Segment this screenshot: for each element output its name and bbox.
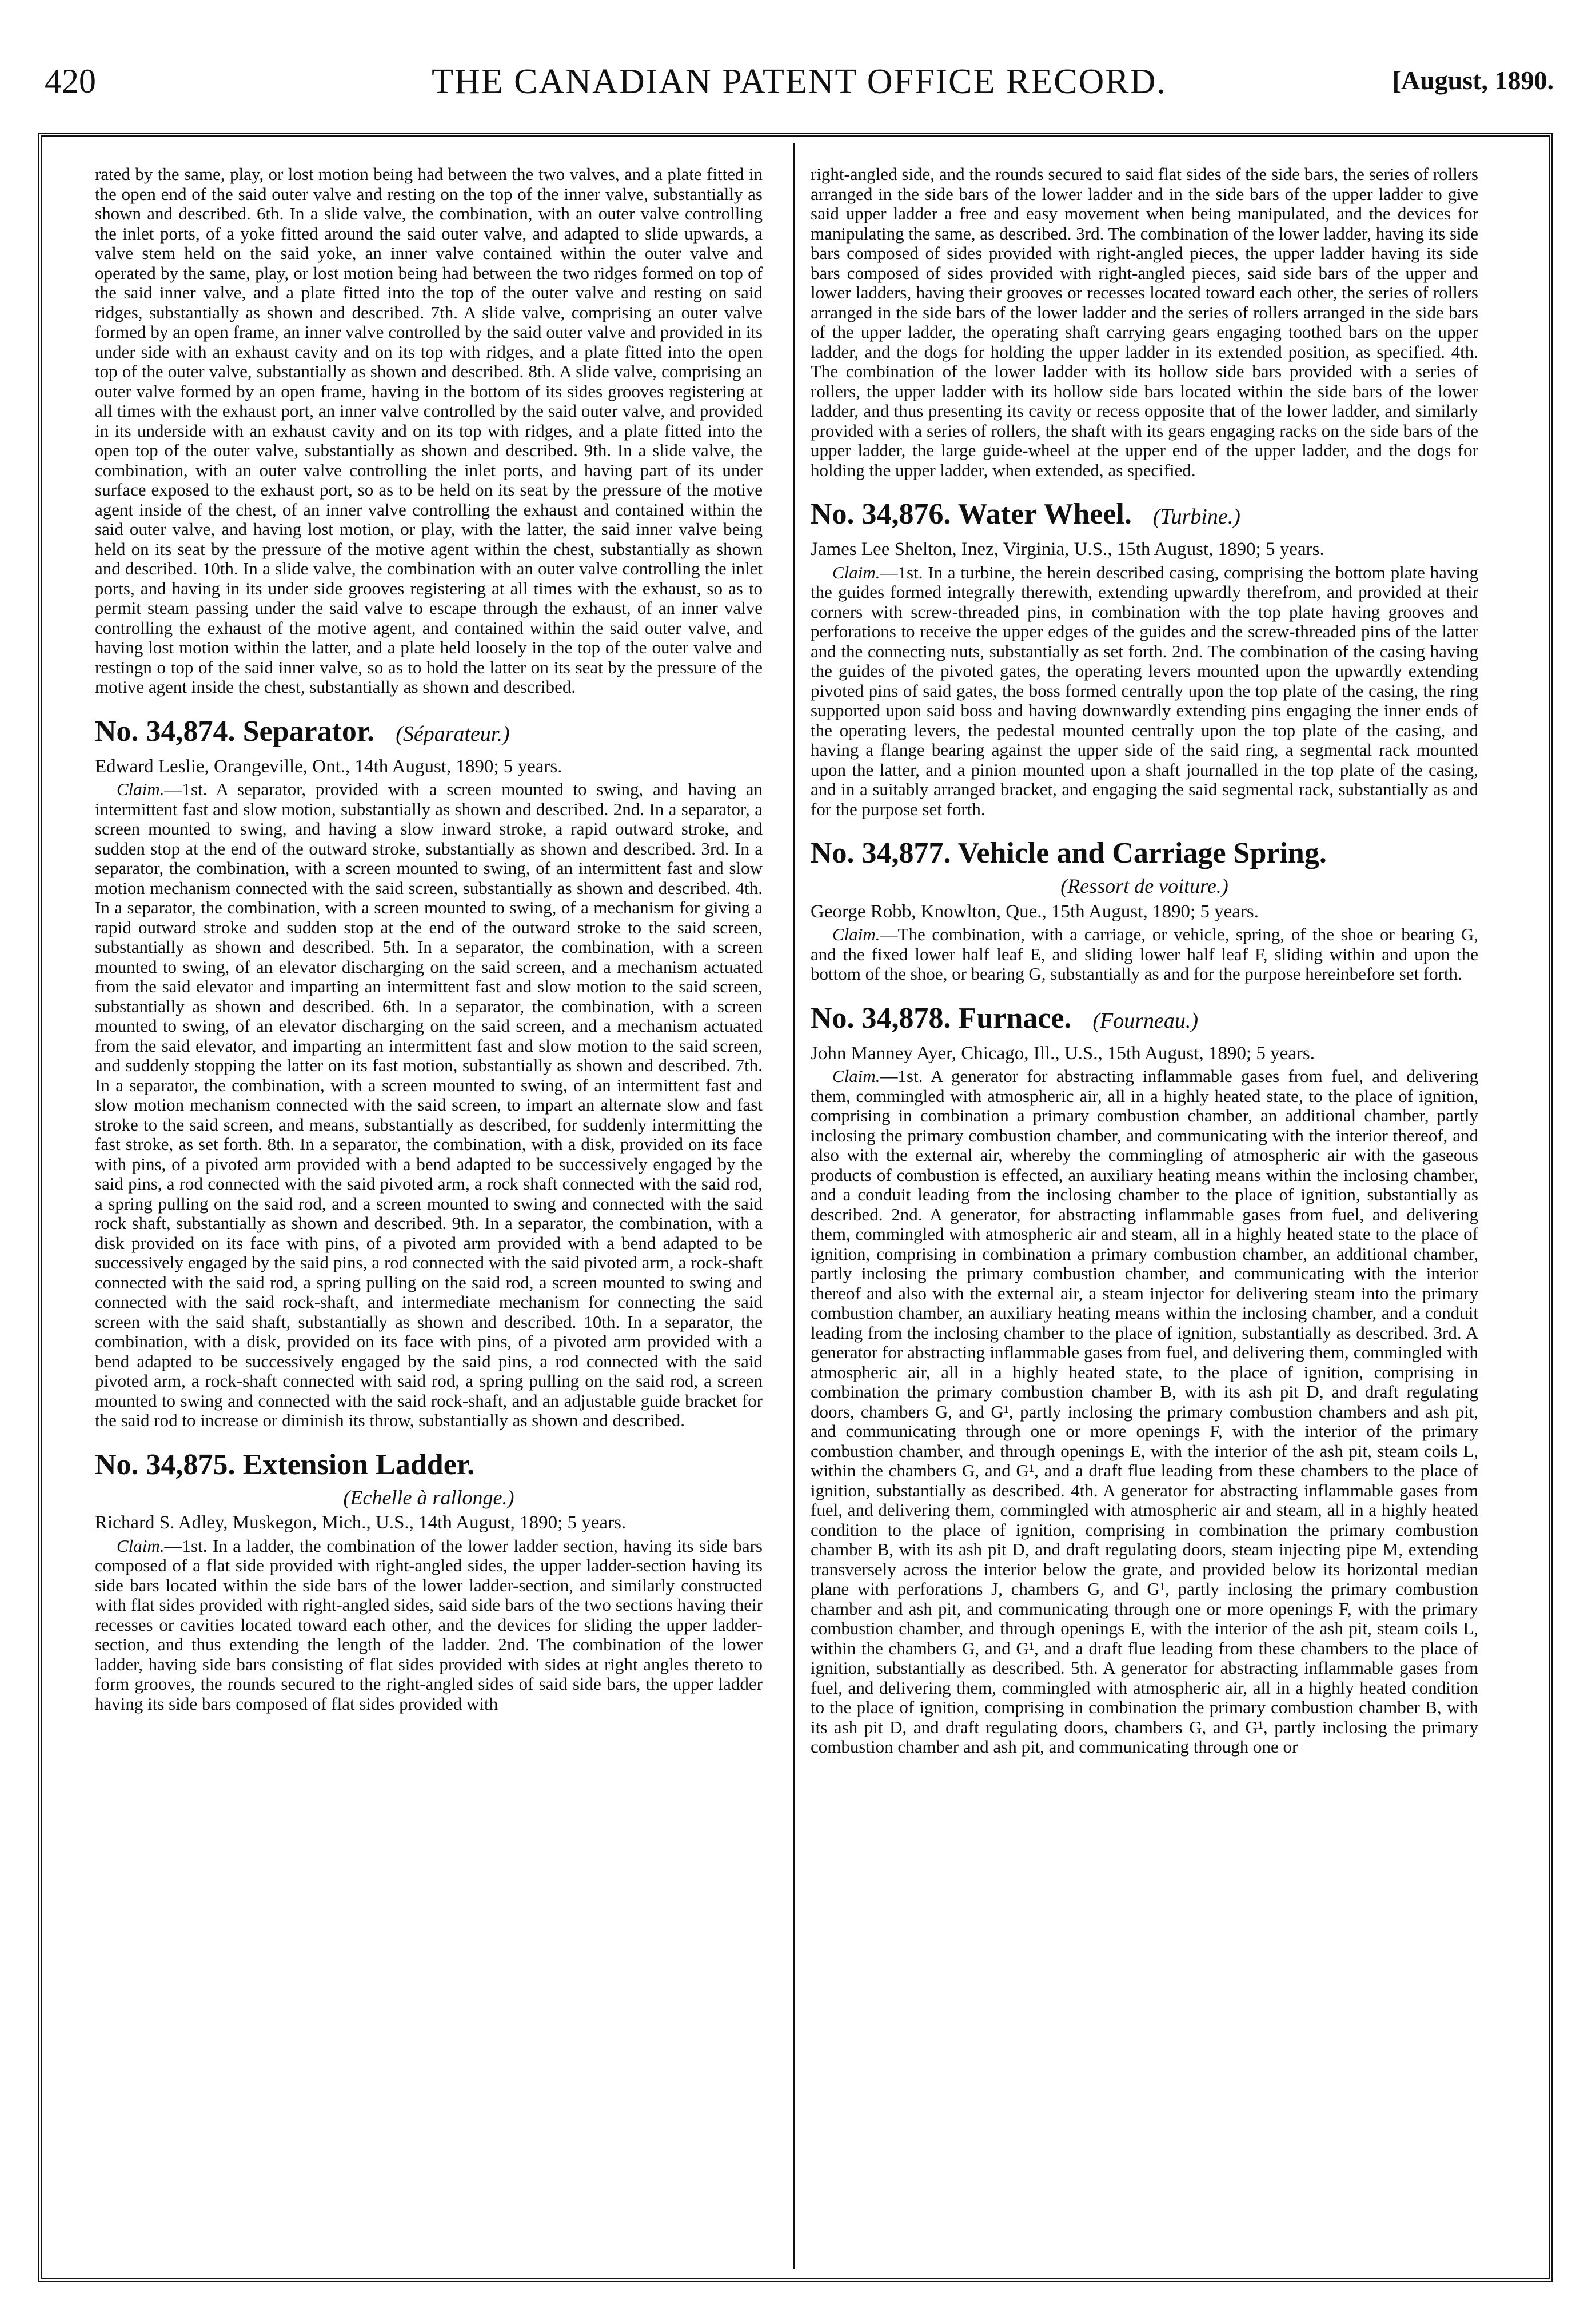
entry-heading [811, 1001, 1478, 1038]
claim-text [95, 780, 763, 1431]
entry-heading [95, 1448, 763, 1482]
patent-entry-34878 [811, 1001, 1478, 1757]
page-header [45, 57, 1554, 120]
claim-label: Claim. [832, 1066, 880, 1086]
patent-entry-34876 [811, 497, 1478, 819]
inventor-line: John Manney Ayer, Chicago, Ill., U.S., 15th August, 1890; 5 years. [811, 1043, 1315, 1064]
patent-title: Extension Ladder. [242, 1448, 475, 1481]
french-title: (Echelle à rallonge.) [343, 1486, 514, 1509]
patent-title: Furnace. [958, 1001, 1072, 1035]
page-number: 420 [45, 62, 96, 100]
continued-claims-text: right-angled side, and the rounds secured to said flat sides of the side bars, the series of rollers arranged in the side bars of the lower ladder and in the side bars of the upper ladder to give said upper ladder a free and easy movement when being manipulated, and the devices for manipulating the same, as described. 3rd. The combination of the lower ladder, having its side bars composed of sides provided with right-angled pieces, the upper ladder having its side bars composed of sides provided with right-angled pieces, said side bars of the upper and lower ladders, having their grooves or recesses located toward each other, the series of rollers arranged in the side bars of the lower ladder and the series of rollers arranged in the side bars of the upper ladder, the operating shaft carrying gears engaging toothed bars on the upper ladder, and the dogs for holding the upper ladder in its extended position, as specified. 4th. The combination of the lower ladder with its hollow side bars provided with a series of rollers, the upper ladder with its hollow side bars located within the side bars of the lower ladder, and thus presenting its cavity or recess opposite that of the lower ladder, and similarly provided with a series of rollers, the shaft with its gears engaging racks on the side bars of the upper ladder, the large guide-wheel at the upper end of the upper ladder, and the dogs for holding the upper ladder, when extended, as specified. [811, 164, 1478, 480]
claim-body: —1st. A generator for abstracting inflammable gases from fuel, and delivering them, commingled with atmospheric air, all in a highly heated state, to the place of ignition, comprising in combination a primary combustion chamber, an additional chamber, partly inclosing the primary combustion chamber, and communicating with the interior thereof, and also with the external air, whereby the commingling of atmospheric air with the gaseous products of combustion is effected, an auxiliary heating means within the inclosing chamber, and a conduit leading from the inclosing chamber to the place of ignition, substantially as described. 2nd. A generator, for abstracting inflammable gases from fuel, and delivering them, commingled with atmospheric air and steam, all in a highly heated state to the place of ignition, comprising in combination a primary combustion chamber, an additional chamber, partly inclosing the primary combustion chamber, and communicating with the interior thereof and also with the external air, a steam injector for delivering steam into the primary combustion chamber, an auxiliary heating means within the inclosing chamber, and a conduit leading from the inclosing chamber to the place of ignition, substantially as described. 3rd. A generator for abstracting inflammable gases from fuel, and delivering them, commingled with atmospheric air, all in a highly heated state, to the place of ignition, comprising in combination the primary combustion chamber B, with its ash pit D, and draft regulating doors, chambers G, and G¹, partly inclosing the primary combustion chambers and ash pit, and communicating through one or more openings F, with the interior of the primary combustion chamber, and through openings E, with the interior of the ash pit, steam coils L, within the chambers G, and G¹, and a draft flue leading from these chambers to the place of ignition, substantially as described. 4th. A generator for abstracting inflammable gases from fuel, and delivering them, commingled with atmospheric air and steam, all in a highly heated condition to the place of ignition, comprising in combination the primary combustion chamber B, with its ash pit D, and draft regulating doors, steam injecting pipe M, extending transversely across the interior below the grate, and provided below its horizontal median plane with perforations J, chambers G, and G¹, partly inclosing the primary combustion chamber and ash pit, and communicating through one or more openings F, with the primary combustion chamber, and through openings E, with the interior of the ash pit, steam coils L, within the chambers G, and G¹, and a draft flue leading from these chambers to the place of ignition, substantially as described. 5th. A generator for abstracting inflammable gases from fuel, and delivering them, commingled with atmospheric air, all in a highly heated condition to the place of ignition, comprising in combination the primary combustion chamber B, with its ash pit D, and draft regulating doors, chambers G, and G¹, partly inclosing the primary combustion chamber and ash pit, and communicating through one or [811, 1066, 1478, 1757]
issue-date: [August, 1890. [1392, 66, 1554, 95]
claim-body: —1st. In a ladder, the combination of the lower ladder section, having its side bars composed of a flat side provided with right-angled sides, the upper ladder-section having its side bars located within the side bars of the lower ladder-section, and similarly constructed with flat sides provided with right-angled sides, said side bars of the two sections having their recesses or cavities located toward each other, and the devices for sliding the upper ladder-section, and thus extending the length of the ladder. 2nd. The combination of the lower ladder, having side bars consisting of flat sides provided with sides at right angles thereto to form grooves, the rounds secured to the right-angled sides of said side bars, the upper ladder having its side bars composed of flat sides provided with [95, 1535, 763, 1714]
right-column [811, 165, 1478, 1761]
publication-title: THE CANADIAN PATENT OFFICE RECORD. [432, 62, 1167, 101]
french-title: (Ressort de voiture.) [1060, 875, 1228, 897]
entry-heading [811, 836, 1478, 871]
claim-label: Claim. [117, 1535, 165, 1556]
patent-entry-34875 [95, 1448, 763, 1714]
claim-label: Claim. [832, 924, 880, 944]
french-title: (Turbine.) [1152, 505, 1240, 529]
column-divider [793, 143, 795, 2269]
claim-text [95, 1536, 763, 1714]
continued-claims-text: rated by the same, play, or lost motion being had between the two valves, and a plate fitted in the open end of the said outer valve and resting on the top of the inner valve, substantially as shown and described. 6th. In a slide valve, the combination, with an outer valve controlling the inlet ports, of a yoke fitted around the said outer valve, and adapted to slide upwards, a valve stem held on the said yoke, an inner valve contained within the outer valve and operated by the same, play, or lost motion being had between the two ridges formed on top of the said inner valve, and a plate fitted into the top of the outer valve and resting on said ridges, substantially as shown and described. 7th. A slide valve, comprising an outer valve formed by an open frame, an inner valve controlled by the said outer valve and provided in its under side with an exhaust cavity and on its top with ridges, and a plate fitted into the open top of the outer valve, substantially as shown and described. 8th. A slide valve, comprising an outer valve formed by an open frame, having in the bottom of its sides grooves registering at all times with the exhaust port, an inner valve controlled by the said outer valve, and provided in its underside with an exhaust cavity and on its top with ridges, and a plate fitted into the open top of the outer valve, substantially as shown and described. 9th. In a slide valve, the combination, with an outer valve controlling the inlet ports, and having part of its under surface exposed to the exhaust port, so as to be held on its seat by the pressure of the motive agent inside of the chest, of an inner valve controlling the exhaust and contained within the said outer valve, and having lost motion, or play, with the latter, the said inner valve being held on its seat by the pressure of the motive agent within the chest, substantially as shown and described. 10th. In a slide valve, the combination with an outer valve controlling the inlet ports, and having in its under side grooves registering at all times with the exhaust, so as to permit steam passing under the said valve to escape through the exhaust, of an inner valve controlling the exhaust of the motive agent, and contained within the said outer valve, and having lost motion within the latter, and a plate held loosely in the top of the outer valve and restingn o top of the said inner valve, so as to hold the latter on its seat by the pressure of the motive agent inside the chest, substantially as shown and described. [95, 164, 763, 697]
patent-title: Vehicle and Carriage Spring. [957, 837, 1327, 869]
claim-body: —1st. In a turbine, the herein described casing, comprising the bottom plate having the guides formed integrally therewith, extending upwardly therefrom, and provided at their corners with screw-threaded pins, in combination with the top plate having grooves and perforations to receive the upper edges of the guides and the screw-threaded pins of the latter and the connecting nuts, substantially as set forth. 2nd. The combination of the casing having the guides of the pivoted gates, the operating levers mounted upon the upwardly extending pivoted pins of said gates, the boss formed centrally upon the top plate of the casing, the ring supported upon said boss and having downwardly extending pins engaging the inner ends of the operating levers, the pedestal mounted centrally upon the top plate of the casing, and having a flange bearing against the upper side of the said ring, a segmental rack mounted upon the latter, and a pinion mounted upon a shaft journalled in the top plate of the casing, and in a suitably arranged bracket, and engaging the said segmental rack, substantially as and for the purpose set forth. [811, 562, 1478, 819]
claim-label: Claim. [117, 779, 165, 799]
patent-entry-34877 [811, 836, 1478, 984]
patent-number: No. 34,877. [811, 837, 951, 869]
patent-title: Water Wheel. [957, 498, 1132, 530]
french-title: (Séparateur.) [396, 721, 510, 746]
inventor-line: Richard S. Adley, Muskegon, Mich., U.S., 14th August, 1890; 5 years. [95, 1512, 627, 1533]
claim-text [811, 1067, 1478, 1757]
claim-body: —The combination, with a carriage, or vehicle, spring, of the shoe or bearing G, and the fixed lower half leaf E, and sliding lower half leaf F, sliding within and upon the bottom of the shoe, or bearing G, substantially as and for the purpose hereinbefore set forth. [811, 924, 1478, 984]
patent-entry-34874 [95, 715, 763, 1431]
claim-text [811, 925, 1478, 984]
patent-number: No. 34,876. [811, 498, 951, 530]
inventor-line: George Robb, Knowlton, Que., 15th August, 1890; 5 years. [811, 901, 1259, 922]
claim-label: Claim. [832, 562, 880, 582]
claim-body: —1st. A separator, provided with a screen mounted to swing, and having an intermittent fast and slow motion, substantially as shown and described. 2nd. In a separator, a screen mounted to swing, and having a slow inward stroke, a rapid outward stroke, and sudden stop at the end of the outward stroke, substantially as shown and described. 3rd. In a separator, the combination, with a screen mounted to swing, of an intermittent fast and slow motion mechanism connected with the said screen, substantially as shown and described. 4th. In a separator, the combination, with a screen mounted to swing, of a mechanism for giving a rapid outward stroke and sudden stop at the end of the outward stroke to the said screen, substantially as shown and described. 5th. In a separator, the combination, with a screen mounted to swing, of an elevator discharging on the said screen, and a mechanism actuated from the said elevator and imparting an intermittent fast and slow motion to the said screen, substantially as shown and described. 6th. In a separator, the combination, with a screen mounted to swing, of an elevator discharging on the said screen, and a mechanism actuated from the said elevator, and imparting an intermittent fast and slow motion to the said screen, and suddenly stopping the latter on its fast motion, substantially as shown and described. 7th. In a separator, the combination, with a screen mounted to swing, of an intermittent fast and slow motion mechanism connected with the said screen, to impart an alternate slow and fast stroke to the said screen, and means, substantially as described, for suddenly intermitting the fast stroke, as set forth. 8th. In a separator, the combination, with a disk, provided on its face with pins, of a pivoted arm provided with a bend adapted to be successively engaged by the said pins, a rod connected with the said pivoted arm, a rock shaft connected with the said rod, a spring pulling on the said rod, and a screen mounted to swing and connected with the said rock shaft, substantially as shown and described. 9th. In a separator, the combination, with a disk provided on its face with pins, of a pivoted arm provided with a bend adapted to be successively engaged by the said pins, a rod connected with the said pivoted arm, a rock-shaft connected with the said rod, a spring pulling on the said rod, a screen mounted to swing and connected with the said rock-shaft, and intermediate mechanism for connecting the said screen with the said shaft, substantially as shown and described. 10th. In a separator, the combination, with a disk, provided on its face with pins, of a pivoted arm provided with a bend adapted to be successively engaged by the said pins, a rod connected with the said pivoted arm, a rock-shaft connected with said rod, a spring pulling on the said rod, a screen mounted to swing and connected with the said rock-shaft, and an adjustable guide bracket for the said rod to increase or diminish its throw, substantially as shown and described. [95, 779, 763, 1430]
left-column [95, 165, 763, 1717]
entry-heading [811, 497, 1478, 534]
patent-title: Separator. [242, 715, 375, 748]
patent-number: No. 34,875. [95, 1448, 236, 1481]
french-title: (Fourneau.) [1092, 1008, 1199, 1033]
inventor-line: Edward Leslie, Orangeville, Ont., 14th August, 1890; 5 years. [95, 756, 562, 777]
inventor-line: James Lee Shelton, Inez, Virginia, U.S., 15th August, 1890; 5 years. [811, 539, 1324, 560]
claim-text [811, 563, 1478, 820]
patent-number: No. 34,878. [811, 1001, 951, 1035]
entry-heading [95, 715, 763, 751]
patent-number: No. 34,874. [95, 715, 236, 748]
